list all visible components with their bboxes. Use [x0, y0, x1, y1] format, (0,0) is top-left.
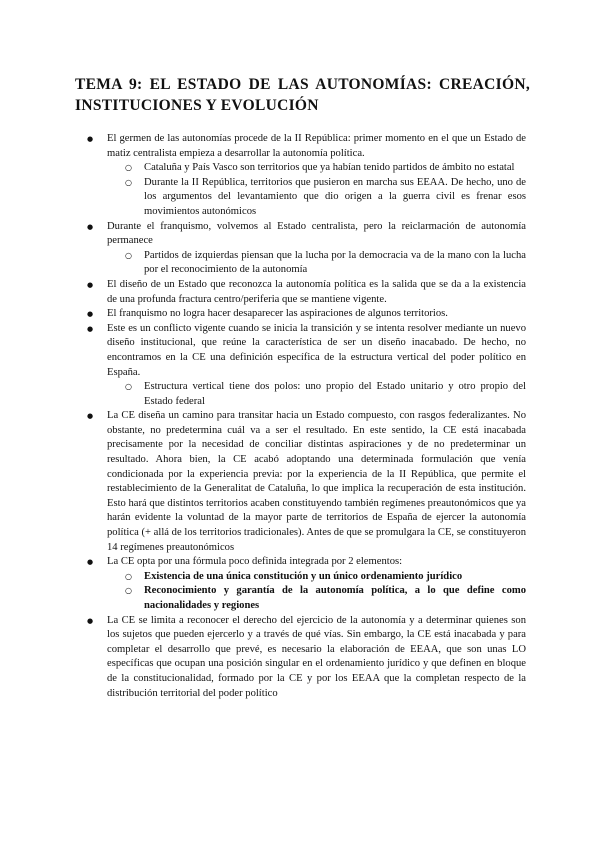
list-item-text: El diseño de un Estado que reconozca la autonomía política es la salida que se da a la existencia de una profunda fractura centro/periferia que se mantiene vigente.	[107, 278, 526, 305]
list-item	[107, 409, 526, 555]
sub-list-item: ○ Existencia de una única constitución y un único ordenamiento jurídico	[144, 570, 526, 585]
bullet-list	[0, 132, 600, 701]
list-item	[107, 322, 526, 410]
sub-list	[107, 570, 526, 614]
list-item	[107, 614, 526, 702]
sub-list-item: ○ Partidos de izquierdas piensan que la lucha por la democracia va de la mano con la lucha por el reconocimiento de la autonomía	[144, 249, 526, 278]
sub-list-item: ○ Durante la II República, territorios que pusieron en marcha sus EEAA. De hecho, uno de los argumentos del levantamiento que dio origen a la guerra civil es frenar esos movimientos autonómicos	[144, 176, 526, 220]
list-item-text: El germen de las autonomías procede de la II República: primer momento en el que un Estado de matiz centralista empieza a desarrollar la autonomía política.	[107, 133, 526, 159]
list-item	[107, 278, 526, 307]
list-item-text: El franquismo no logra hacer desaparecer las aspiraciones de algunos territorios.	[107, 308, 448, 320]
list-item-text: La CE diseña un camino para transitar hacia un Estado compuesto, con rasgos federalizantes. No obstante, no predetermina cuál va a ser el resultado. En este sentido, la CE está inacabada precisamente por la necesidad de conciliar distintas aspiraciones y de no predeterminar un resultado. Ahora bien, la CE acabó adoptando una determinada formulación que venía condicionada por la experiencia previa: por la experiencia de la II República, que permite el restablecimiento de la Generalitat de Cataluña, lo que implica la recuperación de esta institución. Esto hará que distintos territorios acaben constituyendo también regímenes preautonómicos que ya harán evidente la voluntad de la mayor parte de territorios de España de ejercer la autonomía política (+ allá de los territorios tradicionales). Antes de que se promulgara la CE, se constituyeron 14 regímenes preautonómicos	[107, 410, 526, 553]
sub-list	[107, 380, 526, 409]
list-item	[107, 555, 526, 613]
list-item-text: Durante el franquismo, volvemos al Estado centralista, pero la reiclarmación de autonomía permanece	[107, 220, 526, 247]
list-item	[107, 220, 526, 278]
sub-list	[107, 161, 526, 219]
sub-list-item: ○ Estructura vertical tiene dos polos: uno propio del Estado unitario y otro propio del Estado federal	[144, 380, 526, 409]
sub-list-item: ○ Cataluña y País Vasco son territorios que ya habían tenido partidos de ámbito no estatal	[144, 161, 526, 176]
list-item-text: Este es un conflicto vigente cuando se inicia la transición y se intenta resolver mediante un nuevo diseño institucional, que reúne la característica de ser un diseño inacabado. De hecho, no encontramos en la CE una definición específica de la estructura vertical del poder político en España.	[107, 322, 526, 378]
list-item-text: La CE opta por una fórmula poco definida integrada por 2 elementos:	[107, 556, 403, 568]
list-item	[107, 307, 526, 322]
sub-list	[107, 249, 526, 278]
list-item	[107, 132, 526, 220]
sub-list-item: ○ Reconocimiento y garantía de la autonomía política, a lo que define como nacionalidades y regiones	[144, 584, 526, 613]
document-title: TEMA 9: EL ESTADO DE LAS AUTONOMÍAS: CREACIÓN, INSTITUCIONES Y EVOLUCIÓN	[75, 76, 530, 114]
list-item-text: La CE se limita a reconocer el derecho del ejercicio de la autonomía y a determinar quienes son los sujetos que pueden ejercerlo y a través de qué vías. Sin embargo, la CE está inacabada y para completar el desarrollo que prevé, es necesario la elaboración de EEAA, que son unas LO específicas que ocupan una posición singular en el ordenamiento jurídico y que definen en bloque de la constitucionalidad, formado por la CE y por los EEAA que la completan respecto de la distribución territorial del poder político	[107, 614, 526, 699]
